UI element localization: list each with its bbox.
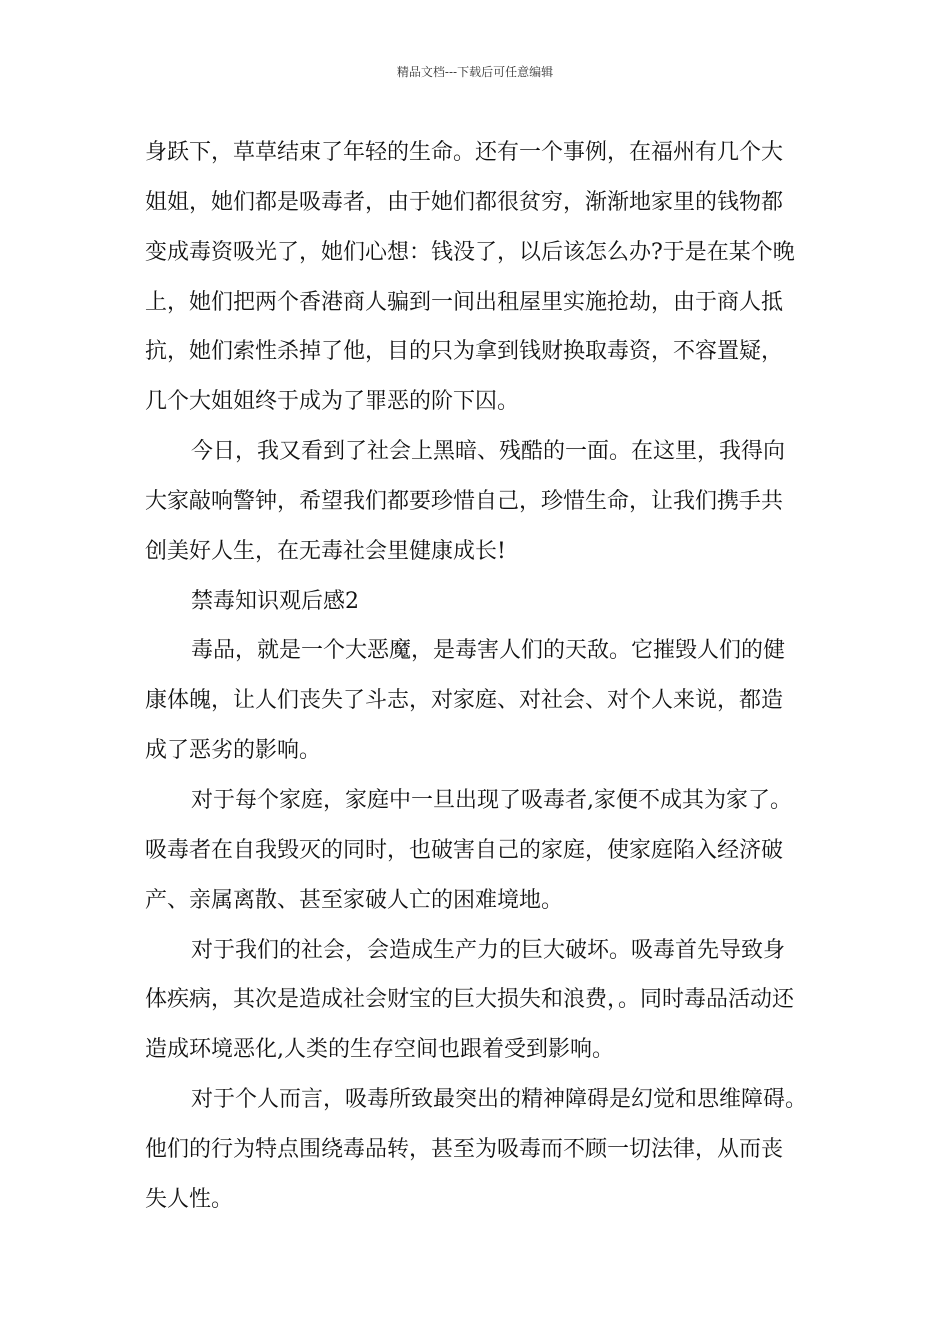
paragraph-first-line: 对于我们的社会，会造成生产力的巨大破坏。吸毒首先导致身 xyxy=(191,937,786,963)
text-line: 几个大姐姐终于成为了罪恶的阶下囚。 xyxy=(145,389,520,415)
page-header: 精品文档---下载后可任意编辑 xyxy=(396,65,554,79)
text-line: 康体魄，让人们丧失了斗志，对家庭、对社会、对个人来说，都造 xyxy=(145,688,784,714)
text-line: 变成毒资吸光了，她们心想：钱没了，以后该怎么办?于是在某个晚 xyxy=(145,239,795,265)
text-line: 姐姐，她们都是吸毒者，由于她们都很贫穷，渐渐地家里的钱物都 xyxy=(145,189,784,215)
text-line: 上，她们把两个香港商人骗到一间出租屋里实施抢劫，由于商人抵 xyxy=(145,289,784,315)
text-line: 体疾病，其次是造成社会财宝的巨大损失和浪费，。同时毒品活动还 xyxy=(145,987,795,1013)
text-line: 创美好人生，在无毒社会里健康成长! xyxy=(145,538,506,564)
text-line: 失人性。 xyxy=(145,1186,234,1212)
section-title: 禁毒知识观后感2 xyxy=(191,588,359,614)
text-line: 抗，她们索性杀掉了他，目的只为拿到钱财换取毒资，不容置疑， xyxy=(145,339,784,365)
paragraph-first-line: 对于个人而言，吸毒所致最突出的精神障碍是幻觉和思维障碍。 xyxy=(191,1087,808,1113)
text-line: 他们的行为特点围绕毒品转，甚至为吸毒而不顾一切法律，从而丧 xyxy=(145,1136,784,1162)
text-line: 产、亲属离散、甚至家破人亡的困难境地。 xyxy=(145,887,564,913)
text-line: 吸毒者在自我毁灭的同时，也破害自己的家庭，使家庭陷入经济破 xyxy=(145,837,784,863)
text-line: 造成环境恶化,人类的生存空间也跟着受到影响。 xyxy=(145,1037,614,1063)
text-line: 身跃下，草草结束了年轻的生命。还有一个事例，在福州有几个大 xyxy=(145,140,784,165)
document-body xyxy=(145,128,820,1225)
text-line: 大家敲响警钟，希望我们都要珍惜自己，珍惜生命，让我们携手共 xyxy=(145,488,784,514)
text-line: 成了恶劣的影响。 xyxy=(145,738,322,764)
paragraph-first-line: 对于每个家庭，家庭中一旦出现了吸毒者,家便不成其为家了。 xyxy=(191,787,792,813)
paragraph-first-line: 毒品，就是一个大恶魔，是毒害人们的天敌。它摧毁人们的健 xyxy=(191,638,786,664)
paragraph-first-line: 今日，我又看到了社会上黑暗、残酷的一面。在这里，我得向 xyxy=(191,439,786,465)
